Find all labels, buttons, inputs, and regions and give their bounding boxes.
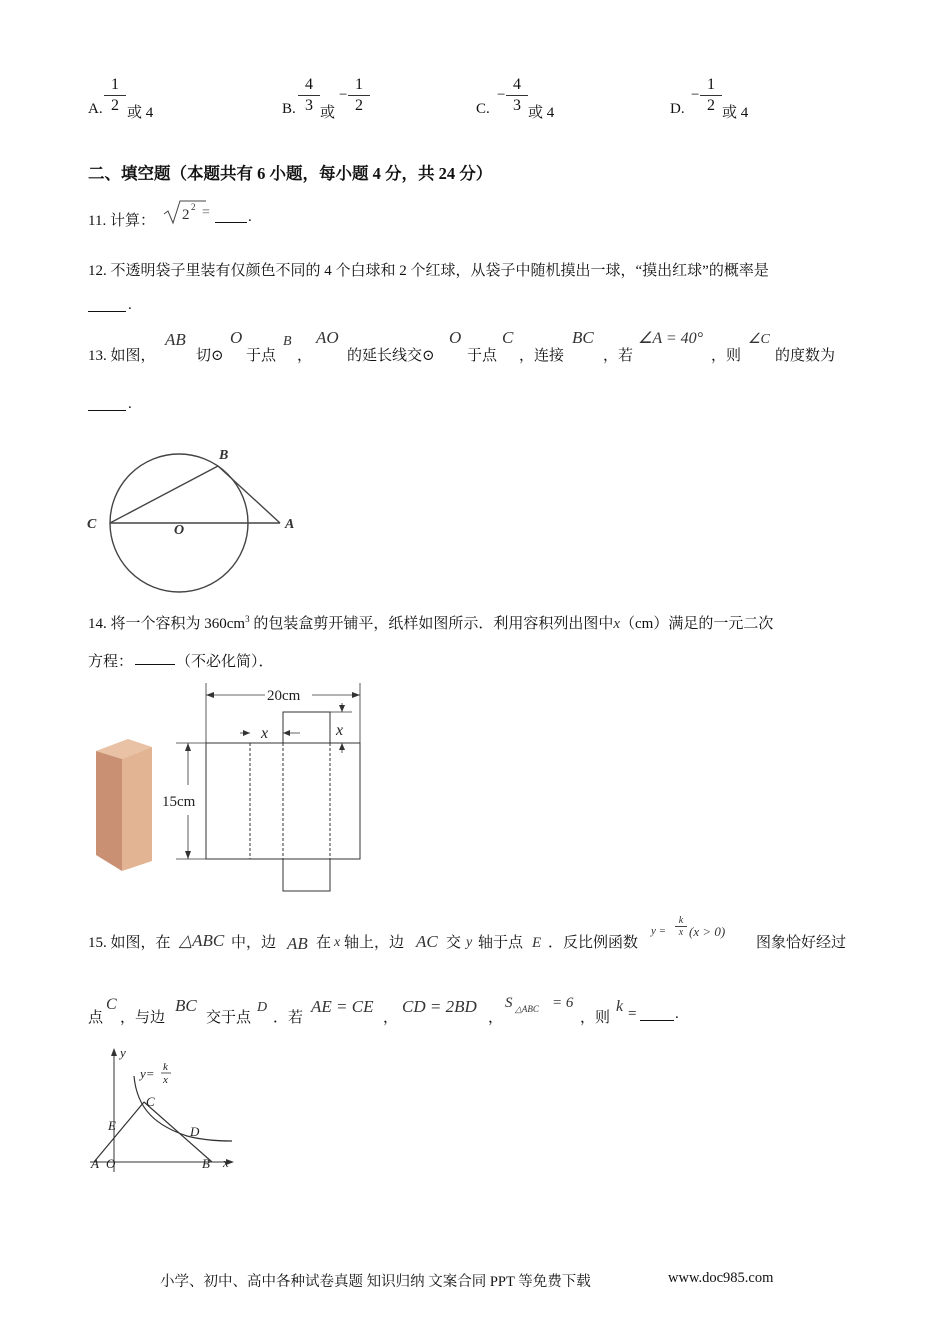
q13-angle-a: ∠A = 40° <box>638 330 704 347</box>
net-bottom-flap <box>283 859 330 891</box>
q13-o: O <box>230 328 243 347</box>
label-func-y: y= <box>140 1066 155 1081</box>
option-b-fraction-2: 1 2 <box>348 76 370 115</box>
q11-prefix: 11. 计算： <box>88 213 155 229</box>
box-right <box>122 747 152 871</box>
option-d-fraction: 1 2 <box>700 76 722 115</box>
sqrt-exponent: 2 <box>191 202 196 212</box>
label-a: A <box>91 1156 99 1171</box>
label-x: x <box>223 1155 229 1170</box>
label-func-x: x <box>163 1074 168 1086</box>
option-d-label: D. <box>670 101 685 117</box>
label-e: E <box>108 1118 116 1133</box>
q12-answer-blank <box>88 311 126 312</box>
option-b-fraction: 4 3 <box>298 76 320 115</box>
option-c-neg: − <box>497 87 506 103</box>
side-cb <box>144 1102 212 1162</box>
label-x-vertical: x <box>336 722 344 739</box>
option-a-tail: 或 4 <box>127 105 154 121</box>
side-ac <box>94 1102 144 1162</box>
label-b: B <box>202 1156 210 1171</box>
inverse-function-figure <box>82 1040 252 1180</box>
label-d: D <box>190 1124 200 1139</box>
label-o: O <box>106 1156 116 1171</box>
circle-tangent-figure <box>80 440 300 600</box>
option-c-label: C. <box>476 101 490 117</box>
option-b-label: B. <box>282 101 296 117</box>
label-a: A <box>285 517 295 532</box>
label-b: B <box>219 448 229 463</box>
footer-text: 小学、初中、高中各种试卷真题 知识归纳 文案合同 PPT 等免费下载 <box>160 1274 591 1290</box>
option-b-tail: 或 <box>320 105 336 121</box>
label-o: O <box>174 523 185 538</box>
question-12: 12. 不透明袋子里装有仅颜色不同的 4 个白球和 2 个红球，从袋子中随机摸出一球，“摸出红球”的概率是 <box>88 263 769 279</box>
label-c: C <box>146 1094 155 1109</box>
option-d-neg: − <box>691 87 700 103</box>
q11-answer-blank <box>215 222 247 223</box>
question-11 <box>88 209 155 230</box>
line-ba <box>218 466 280 523</box>
option-a-label: A. <box>88 101 103 117</box>
option-c-tail: 或 4 <box>528 105 555 121</box>
label-15cm: 15cm <box>162 794 196 810</box>
q13-o2: O <box>449 328 462 347</box>
label-20cm: 20cm <box>267 688 301 704</box>
q15-triangle: △ABC <box>179 931 225 950</box>
section-title: 二、填空题（本题共有 6 小题，每小题 4 分，共 24 分） <box>88 164 493 183</box>
q11-end: . <box>248 209 252 225</box>
q13-c: C <box>502 328 514 347</box>
box-left <box>96 751 122 871</box>
sqrt-expression <box>160 196 220 226</box>
option-a-fraction: 1 2 <box>104 76 126 115</box>
q13-b: B <box>283 334 292 349</box>
sqrt-radicand: 2 <box>182 207 190 223</box>
q13-angle-c: ∠C <box>748 332 770 347</box>
q13-ao: AO <box>316 328 339 347</box>
option-b-neg: − <box>339 87 348 103</box>
q13-answer-blank <box>88 410 126 411</box>
q11-equals: = <box>202 205 210 220</box>
q14-answer-blank <box>135 664 175 665</box>
footer-url[interactable]: www.doc985.com <box>668 1270 774 1286</box>
q13-bc: BC <box>572 328 594 347</box>
label-func-k: k <box>163 1061 168 1073</box>
option-c-fraction: 4 3 <box>506 76 528 115</box>
q12-end: . <box>128 297 132 313</box>
q13-ab: AB <box>165 330 186 349</box>
line-cb <box>110 466 218 523</box>
option-d-tail: 或 4 <box>722 105 749 121</box>
q15-answer-blank <box>640 1020 674 1021</box>
box-net-figure <box>90 675 380 895</box>
net-top-flap <box>283 712 330 743</box>
label-x-horizontal: x <box>261 725 269 742</box>
q15-func-fraction: k x <box>675 915 687 938</box>
label-y: y <box>120 1045 126 1060</box>
label-c: C <box>87 517 97 532</box>
